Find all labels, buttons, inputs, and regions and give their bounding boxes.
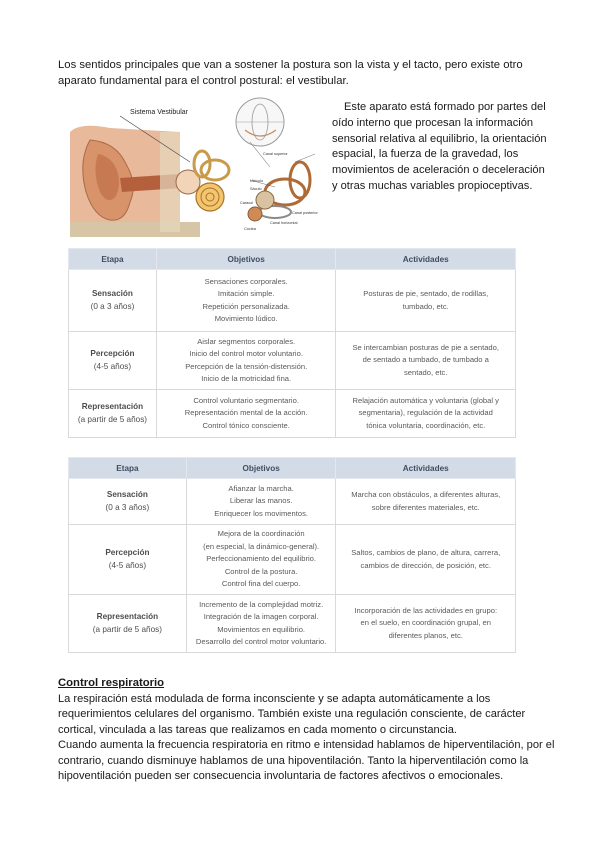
- figure-label: Canal superior: [263, 152, 288, 156]
- development-table-2: [68, 457, 516, 653]
- development-table-1: [68, 248, 516, 438]
- figure-label: Canal posterior: [292, 211, 318, 215]
- objectives-cell: Sensaciones corporales. Imitación simple. Repetición personalizada. Movimiento lúdico.: [156, 270, 336, 332]
- objectives-cell: Aislar segmentos corporales. Inicio del control motor voluntario. Percepción de la tensión-distensión. Inicio de la motricidad fina.: [156, 332, 336, 390]
- activities-cell: Se intercambian posturas de pie a sentado, de sentado a tumbado, de tumbado a sentado, etc.: [336, 332, 516, 390]
- stage-cell: Percepción (4-5 años): [69, 332, 157, 390]
- intro-paragraph: Los sentidos principales que van a sostener la postura son la vista y el tacto, pero existe otro aparato fundamental para el control postural: el vestibular.: [58, 59, 523, 87]
- figure-label: Sáculo: [250, 187, 262, 191]
- section-heading: Control respiratorio: [58, 677, 165, 689]
- activities-cell: Relajación automática y voluntaria (global y segmentaria), regulación de la actividad tónica voluntaria, coordinación, etc.: [336, 390, 516, 438]
- table-header: Objetivos: [186, 458, 336, 479]
- side-paragraph: [332, 100, 547, 195]
- stage-cell: Percepción (4-5 años): [69, 525, 187, 595]
- table-row: [69, 332, 516, 390]
- figure-title: Sistema Vestibular: [130, 109, 188, 116]
- table-row: [69, 525, 516, 595]
- table-header: Objetivos: [156, 249, 336, 270]
- stage-cell: Sensación (0 a 3 años): [69, 270, 157, 332]
- activities-cell: Saltos, cambios de plano, de altura, carrera, cambios de dirección, de posición, etc.: [336, 525, 516, 595]
- table-row: [69, 479, 516, 525]
- table-row: [69, 595, 516, 653]
- side-paragraph-text: Este aparato está formado por partes del oído interno que procesan la información sensorial relativa al equilibrio, la orientación espacial, la fuerza de la gravedad, los movimientos de aceleración o deceleración y otras muchas variables propioceptivas.: [332, 101, 547, 192]
- activities-cell: Marcha con obstáculos, a diferentes alturas, sobre diferentes materiales, etc.: [336, 479, 516, 525]
- objectives-cell: Afianzar la marcha. Liberar las manos. Enriquecer los movimentos.: [186, 479, 336, 525]
- activities-cell: Posturas de pie, sentado, de rodillas, tumbado, etc.: [336, 270, 516, 332]
- objectives-cell: Mejora de la coordinación (en especial, la dinámico-general). Perfeccionamiento del equilibrio. Control de la postura. Control fina del cuerpo.: [186, 525, 336, 595]
- table-header: Etapa: [69, 249, 157, 270]
- vestibular-system-illustration: [70, 92, 325, 237]
- figure-label: Utrículo: [250, 179, 264, 183]
- stage-cell: Representación (a partir de 5 años): [69, 595, 187, 653]
- figure-label: Cóclea: [244, 227, 256, 231]
- objectives-cell: Incremento de la complejidad motriz. Integración de la imagen corporal. Movimientos en equilibrio. Desarrollo del control motor voluntario.: [186, 595, 336, 653]
- table-header: Actividades: [336, 249, 516, 270]
- respiratory-paragraph-1: La respiración está modulada de forma inconsciente y se adapta automáticamente a los requerimientos celulares del organismo. También existe una regulación consciente, de carácter cortical, vinculada a las tareas que realizamos en cada momento o circunstancia.: [58, 692, 526, 736]
- figure-label: Caracol: [240, 201, 254, 205]
- stage-cell: Representación (a partir de 5 años): [69, 390, 157, 438]
- table-row: [69, 270, 516, 332]
- objectives-cell: Control voluntario segmentario. Representación mental de la acción. Control tónico consciente.: [156, 390, 336, 438]
- respiratory-section: [58, 676, 558, 785]
- stage-cell: Sensación (0 a 3 años): [69, 479, 187, 525]
- table-header: Actividades: [336, 458, 516, 479]
- figure-label: Canal horizontal: [270, 221, 298, 225]
- respiratory-paragraph-2: Cuando aumenta la frecuencia respiratoria en ritmo e intensidad hablamos de hiperventilación, por el contrario, cuando disminuye hablamos de una hipoventilación. Tanto la hiperventilación como la hipoventilación pueden ser consecuencia involuntaria de factores afectivos o emocionales.: [58, 739, 555, 782]
- activities-cell: Incorporación de las actividades en grupo: en el suelo, en coordinación grupal, en diferentes planos, etc.: [336, 595, 516, 653]
- table-header: Etapa: [69, 458, 187, 479]
- table-row: [69, 390, 516, 438]
